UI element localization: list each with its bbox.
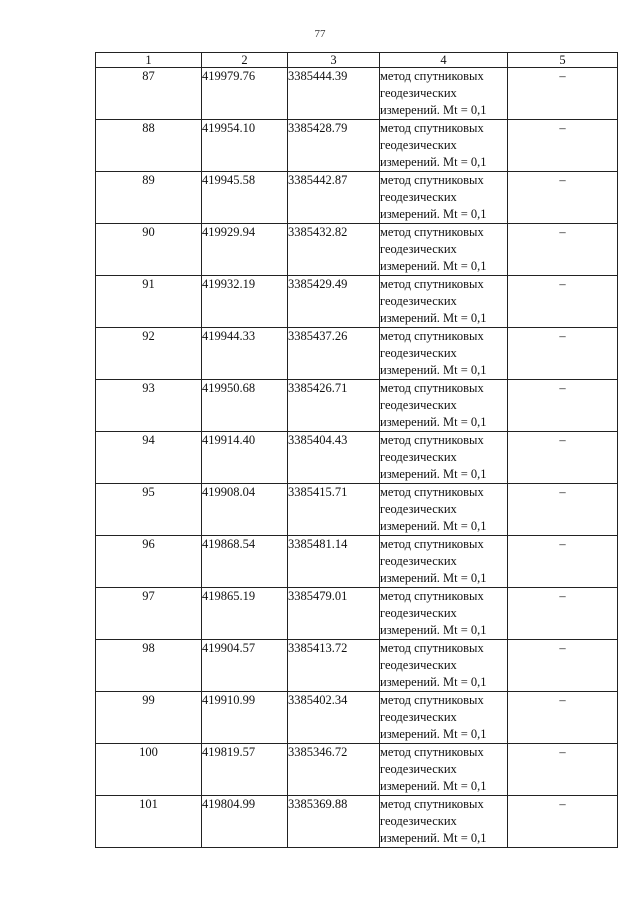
table-header-row (96, 53, 618, 68)
method-text-line: метод спутниковых (380, 277, 484, 291)
page-number: 77 (314, 28, 326, 40)
x-coordinate-cell: 419954.10 (202, 120, 288, 172)
method-text-line: измерений. Mt = 0,1 (380, 623, 487, 637)
method-text-line: измерений. Mt = 0,1 (380, 155, 487, 169)
method-cell (380, 380, 508, 432)
table-row (96, 484, 618, 536)
method-text-line: геодезических (380, 606, 457, 620)
method-text-line: измерений. Mt = 0,1 (380, 727, 487, 741)
method-text-line: геодезических (380, 450, 457, 464)
method-cell (380, 536, 508, 588)
method-text-line: измерений. Mt = 0,1 (380, 415, 487, 429)
point-number-cell: 101 (96, 796, 202, 848)
point-number-cell: 98 (96, 640, 202, 692)
point-number-cell: 97 (96, 588, 202, 640)
coordinates-table (95, 52, 618, 848)
method-text-line: геодезических (380, 710, 457, 724)
note-cell: – (508, 744, 618, 796)
x-coordinate-cell: 419819.57 (202, 744, 288, 796)
x-coordinate-cell: 419804.99 (202, 796, 288, 848)
method-text-line: геодезических (380, 190, 457, 204)
point-number-cell: 95 (96, 484, 202, 536)
point-number-cell: 93 (96, 380, 202, 432)
y-coordinate-cell: 3385369.88 (288, 796, 380, 848)
y-coordinate-cell: 3385415.71 (288, 484, 380, 536)
method-cell (380, 224, 508, 276)
method-cell (380, 484, 508, 536)
x-coordinate-cell: 419932.19 (202, 276, 288, 328)
method-cell (380, 328, 508, 380)
method-text-line: метод спутниковых (380, 641, 484, 655)
method-text-line: геодезических (380, 762, 457, 776)
note-cell: – (508, 380, 618, 432)
note-cell: – (508, 68, 618, 120)
point-number-cell: 99 (96, 692, 202, 744)
method-text-line: метод спутниковых (380, 69, 484, 83)
y-coordinate-cell: 3385437.26 (288, 328, 380, 380)
table-row (96, 68, 618, 120)
method-text-line: метод спутниковых (380, 797, 484, 811)
table-row (96, 640, 618, 692)
point-number-cell: 88 (96, 120, 202, 172)
method-text-line: измерений. Mt = 0,1 (380, 571, 487, 585)
method-cell (380, 640, 508, 692)
note-cell: – (508, 328, 618, 380)
method-text-line: метод спутниковых (380, 121, 484, 135)
method-text-line: геодезических (380, 346, 457, 360)
method-text-line: геодезических (380, 658, 457, 672)
table-row (96, 224, 618, 276)
method-cell (380, 588, 508, 640)
method-text-line: метод спутниковых (380, 433, 484, 447)
method-text-line: метод спутниковых (380, 329, 484, 343)
method-text-line: метод спутниковых (380, 485, 484, 499)
table-row (96, 380, 618, 432)
point-number-cell: 91 (96, 276, 202, 328)
point-number-cell: 92 (96, 328, 202, 380)
x-coordinate-cell: 419914.40 (202, 432, 288, 484)
note-cell: – (508, 172, 618, 224)
note-cell: – (508, 692, 618, 744)
method-text-line: геодезических (380, 86, 457, 100)
note-cell: – (508, 796, 618, 848)
method-text-line: метод спутниковых (380, 745, 484, 759)
method-text-line: геодезических (380, 554, 457, 568)
method-cell (380, 172, 508, 224)
method-text-line: геодезических (380, 502, 457, 516)
y-coordinate-cell: 3385442.87 (288, 172, 380, 224)
method-cell (380, 744, 508, 796)
header-col-4: 4 (380, 53, 508, 68)
table-row (96, 276, 618, 328)
y-coordinate-cell: 3385429.49 (288, 276, 380, 328)
note-cell: – (508, 536, 618, 588)
method-text-line: измерений. Mt = 0,1 (380, 207, 487, 221)
method-cell (380, 68, 508, 120)
y-coordinate-cell: 3385404.43 (288, 432, 380, 484)
method-text-line: измерений. Mt = 0,1 (380, 519, 487, 533)
x-coordinate-cell: 419945.58 (202, 172, 288, 224)
table-row (96, 328, 618, 380)
method-cell (380, 120, 508, 172)
x-coordinate-cell: 419910.99 (202, 692, 288, 744)
y-coordinate-cell: 3385426.71 (288, 380, 380, 432)
y-coordinate-cell: 3385444.39 (288, 68, 380, 120)
method-text-line: измерений. Mt = 0,1 (380, 103, 487, 117)
method-cell (380, 276, 508, 328)
y-coordinate-cell: 3385413.72 (288, 640, 380, 692)
point-number-cell: 87 (96, 68, 202, 120)
method-text-line: метод спутниковых (380, 537, 484, 551)
method-cell (380, 432, 508, 484)
x-coordinate-cell: 419944.33 (202, 328, 288, 380)
header-col-5: 5 (508, 53, 618, 68)
method-text-line: метод спутниковых (380, 693, 484, 707)
method-text-line: метод спутниковых (380, 589, 484, 603)
note-cell: – (508, 588, 618, 640)
y-coordinate-cell: 3385402.34 (288, 692, 380, 744)
table-row (96, 744, 618, 796)
y-coordinate-cell: 3385346.72 (288, 744, 380, 796)
x-coordinate-cell: 419979.76 (202, 68, 288, 120)
table-row (96, 432, 618, 484)
method-text-line: измерений. Mt = 0,1 (380, 831, 487, 845)
point-number-cell: 90 (96, 224, 202, 276)
method-text-line: геодезических (380, 814, 457, 828)
method-cell (380, 796, 508, 848)
y-coordinate-cell: 3385481.14 (288, 536, 380, 588)
y-coordinate-cell: 3385432.82 (288, 224, 380, 276)
method-text-line: метод спутниковых (380, 381, 484, 395)
note-cell: – (508, 432, 618, 484)
method-text-line: метод спутниковых (380, 173, 484, 187)
method-text-line: измерений. Mt = 0,1 (380, 779, 487, 793)
method-text-line: геодезических (380, 398, 457, 412)
note-cell: – (508, 224, 618, 276)
method-text-line: геодезических (380, 294, 457, 308)
x-coordinate-cell: 419929.94 (202, 224, 288, 276)
x-coordinate-cell: 419904.57 (202, 640, 288, 692)
point-number-cell: 89 (96, 172, 202, 224)
point-number-cell: 100 (96, 744, 202, 796)
method-cell (380, 692, 508, 744)
table-row (96, 536, 618, 588)
method-text-line: геодезических (380, 242, 457, 256)
table-row (96, 172, 618, 224)
method-text-line: измерений. Mt = 0,1 (380, 259, 487, 273)
x-coordinate-cell: 419868.54 (202, 536, 288, 588)
point-number-cell: 94 (96, 432, 202, 484)
header-col-2: 2 (202, 53, 288, 68)
x-coordinate-cell: 419865.19 (202, 588, 288, 640)
table-row (96, 796, 618, 848)
method-text-line: измерений. Mt = 0,1 (380, 311, 487, 325)
note-cell: – (508, 120, 618, 172)
method-text-line: измерений. Mt = 0,1 (380, 467, 487, 481)
table-body (96, 68, 618, 848)
header-col-3: 3 (288, 53, 380, 68)
note-cell: – (508, 484, 618, 536)
method-text-line: геодезических (380, 138, 457, 152)
note-cell: – (508, 640, 618, 692)
method-text-line: метод спутниковых (380, 225, 484, 239)
table-row (96, 120, 618, 172)
table-row (96, 588, 618, 640)
table-row (96, 692, 618, 744)
y-coordinate-cell: 3385479.01 (288, 588, 380, 640)
method-text-line: измерений. Mt = 0,1 (380, 675, 487, 689)
x-coordinate-cell: 419908.04 (202, 484, 288, 536)
header-col-1: 1 (96, 53, 202, 68)
x-coordinate-cell: 419950.68 (202, 380, 288, 432)
note-cell: – (508, 276, 618, 328)
point-number-cell: 96 (96, 536, 202, 588)
y-coordinate-cell: 3385428.79 (288, 120, 380, 172)
method-text-line: измерений. Mt = 0,1 (380, 363, 487, 377)
